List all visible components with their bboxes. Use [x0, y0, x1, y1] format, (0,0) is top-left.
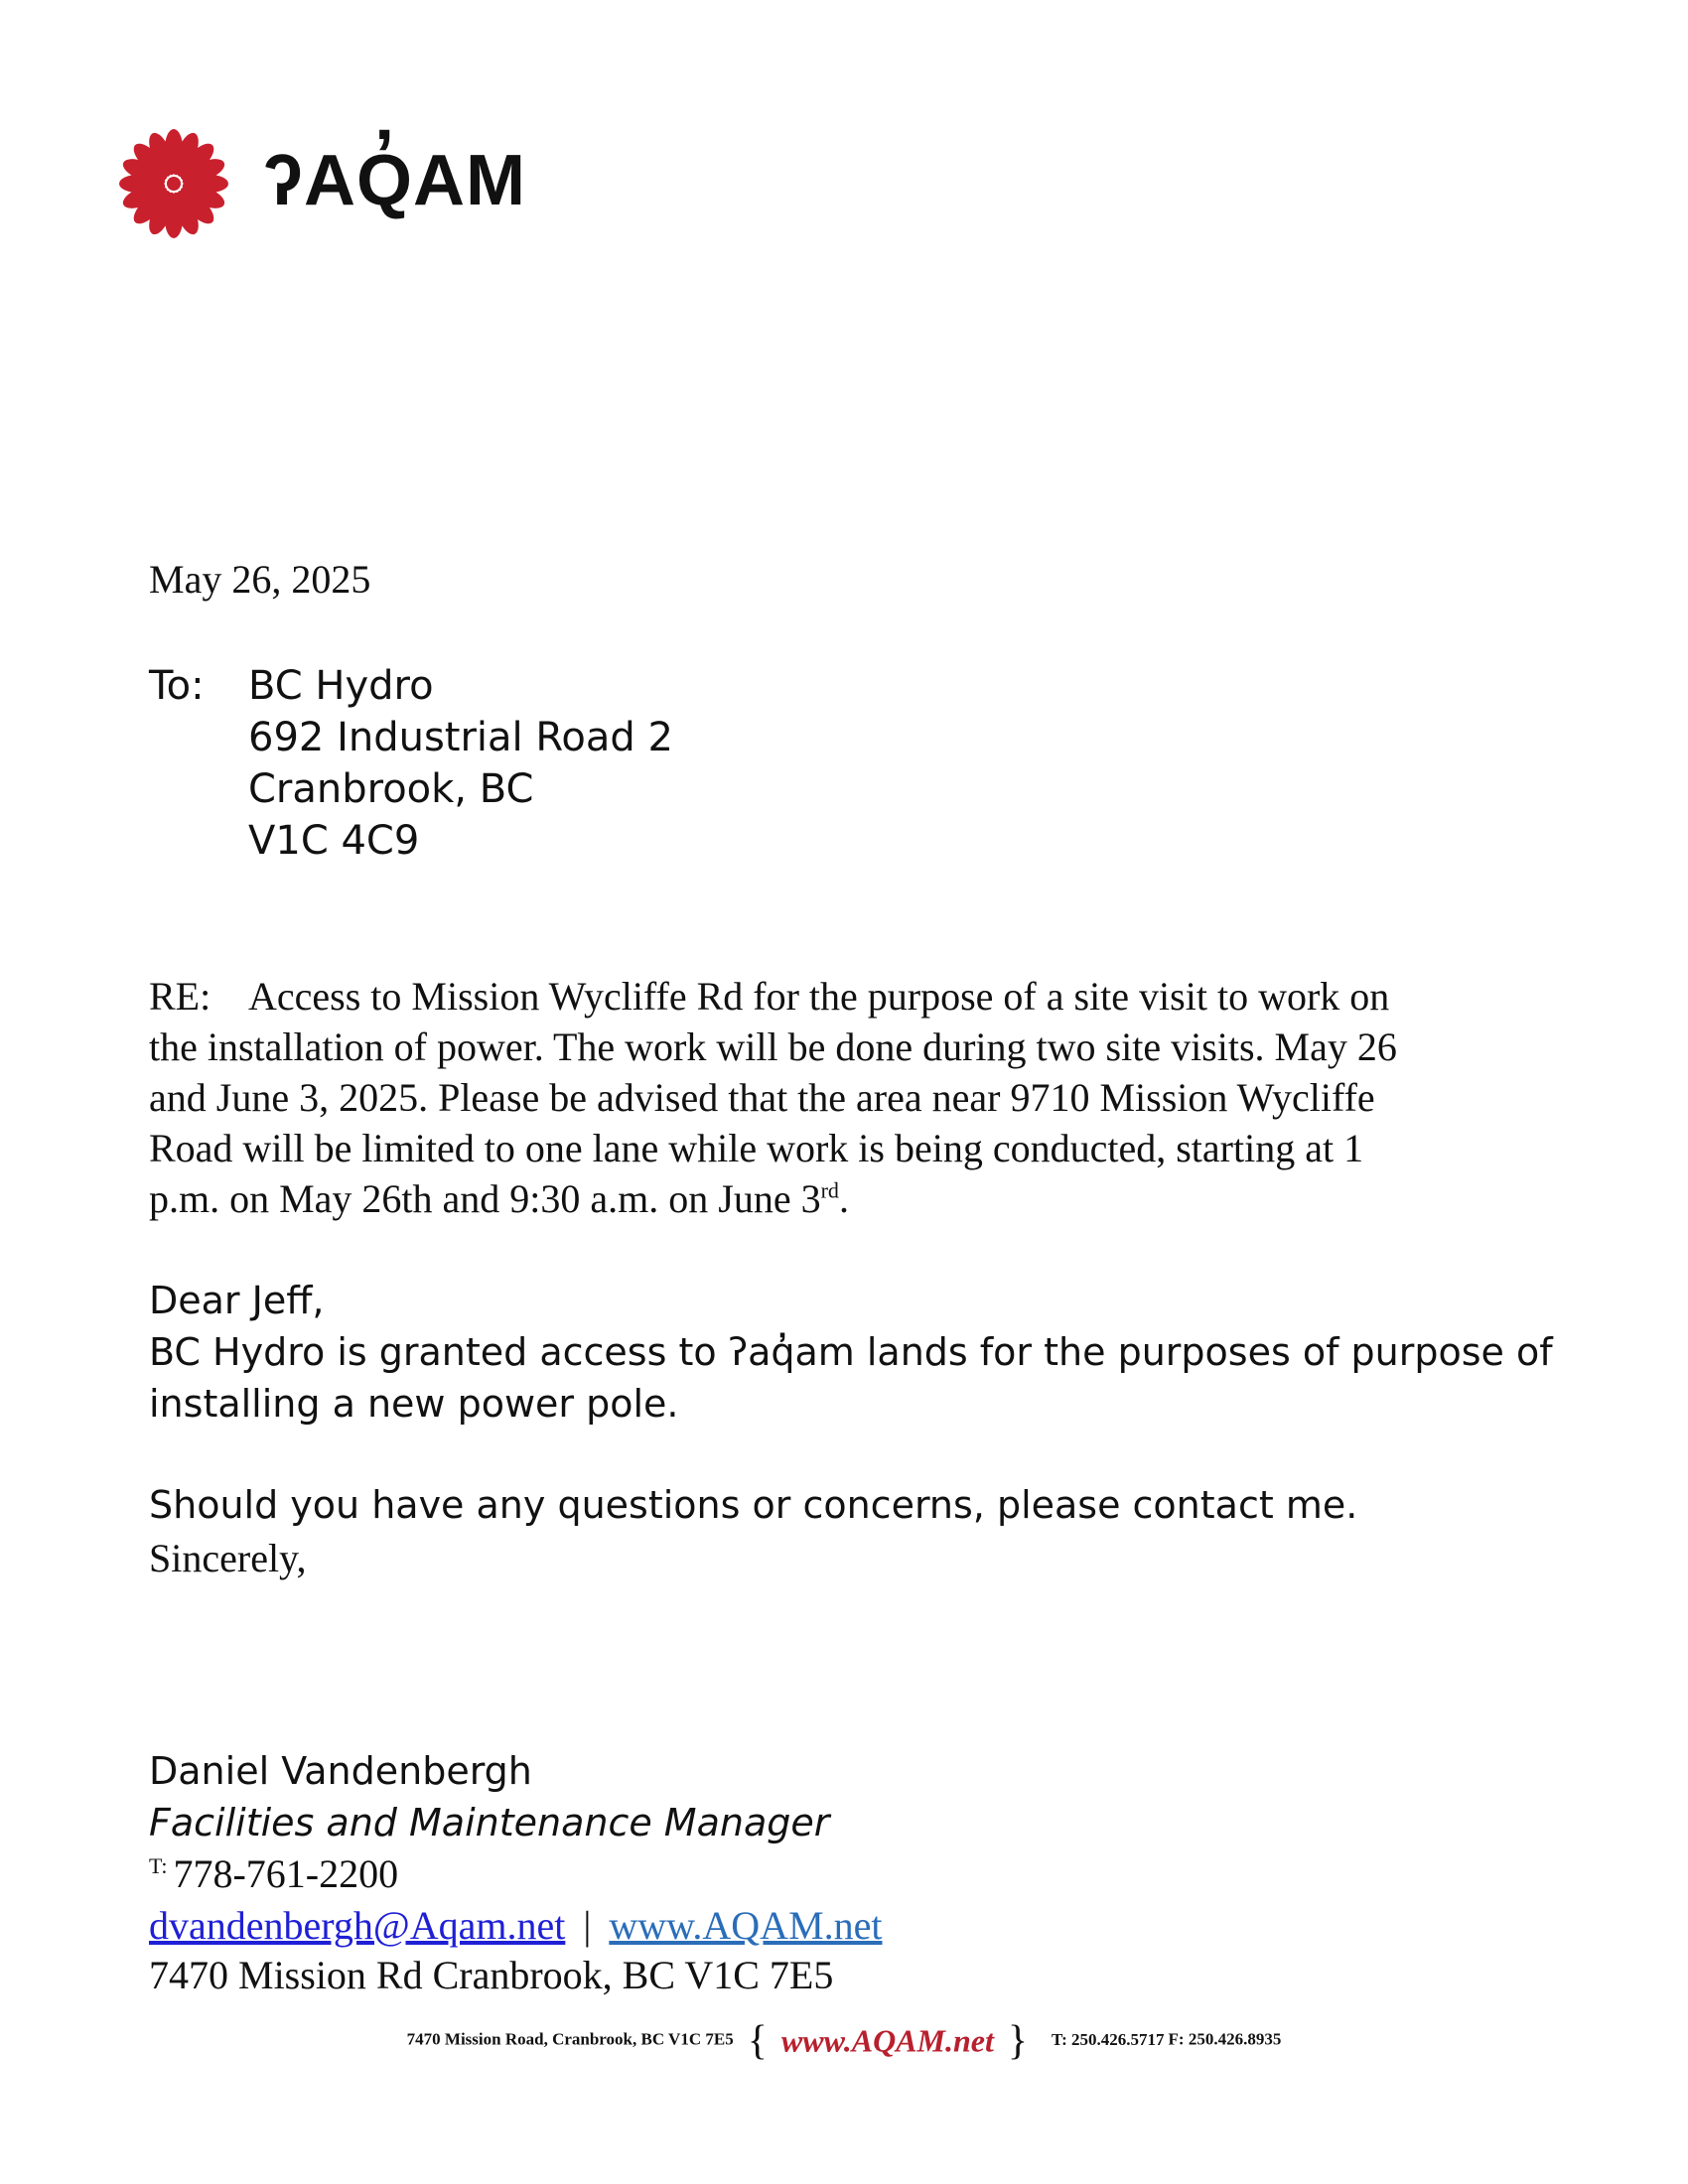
link-separator: |	[583, 1903, 592, 1948]
body-text: BC Hydro is granted access to ʔaq̓am lands for the purposes of purpose of	[149, 1330, 1553, 1374]
flower-center	[167, 177, 181, 191]
re-label: RE:	[149, 974, 211, 1019]
signatory-name: Daniel Vandenbergh	[149, 1749, 532, 1793]
signatory-title: Facilities and Maintenance Manager	[149, 1801, 830, 1844]
email-link[interactable]: dvandenbergh@Aqam.net	[149, 1903, 566, 1948]
subject-line: the installation of power. The work will be done during two site visits. May 26	[149, 1024, 1397, 1069]
signatory-phone	[149, 1850, 398, 1897]
ordinal-suffix: rd	[820, 1177, 839, 1203]
footer-phone: T: 250.426.5717	[1052, 2029, 1165, 2049]
subject-text: p.m. on May 26th and 9:30 a.m. on June 3	[149, 1176, 821, 1221]
footer-fax: F: 250.426.8935	[1168, 2029, 1282, 2049]
subject-line	[149, 1173, 1539, 1224]
recipient-postal-code: V1C 4C9	[248, 818, 420, 864]
signatory-address: 7470 Mission Rd Cranbrook, BC V1C 7E5	[149, 1953, 834, 1997]
subject-period: .	[838, 1176, 849, 1221]
footer-address: 7470 Mission Road, Cranbrook, BC V1C 7E5	[406, 2029, 734, 2049]
website-link[interactable]: www.AQAM.net	[609, 1903, 883, 1948]
recipient-street: 692 Industrial Road 2	[248, 715, 673, 760]
subject-text: Access to Mission Wycliffe Rd for the purpose of a site visit to work on	[248, 974, 1390, 1019]
footer-brace-close: }	[1007, 2018, 1029, 2064]
body-text: installing a new power pole.	[149, 1382, 679, 1426]
footer-website: www.AQAM.net	[780, 2022, 994, 2059]
recipient-name: BC Hydro	[248, 663, 434, 709]
subject-block	[149, 971, 1539, 1224]
signatory-links	[149, 1902, 883, 1949]
subject-line: and June 3, 2025. Please be advised that the area near 9710 Mission Wycliffe	[149, 1075, 1375, 1120]
sign-off: Sincerely,	[149, 1536, 307, 1580]
recipient-city: Cranbrook, BC	[248, 766, 534, 812]
footer-brace-open: {	[747, 2018, 768, 2064]
salutation: Dear Jeff,	[149, 1279, 325, 1322]
letter-date: May 26, 2025	[149, 557, 371, 602]
to-label: To:	[149, 663, 205, 709]
letterhead-logo	[114, 124, 531, 243]
brand-name: ʔAQ̓AM	[263, 141, 527, 220]
phone-number: 778-761-2200	[173, 1851, 399, 1896]
phone-label: T:	[149, 1852, 168, 1878]
flower-logo-icon	[114, 124, 233, 243]
closing-question: Should you have any questions or concerns, please contact me.	[149, 1483, 1358, 1527]
subject-line: Road will be limited to one lane while work is being conducted, starting at 1	[149, 1126, 1364, 1170]
letterhead-footer	[0, 2017, 1688, 2065]
subject-line	[149, 971, 1539, 1022]
